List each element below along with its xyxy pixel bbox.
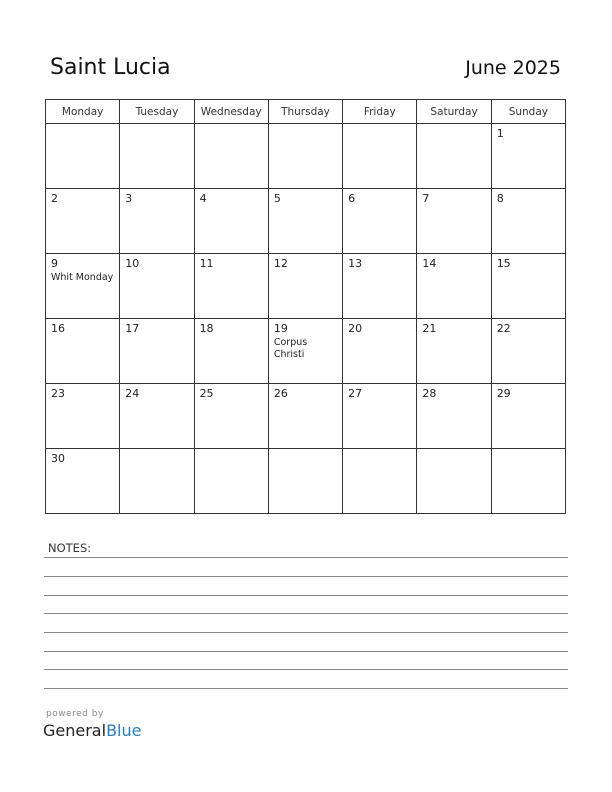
empty-day-cell <box>194 124 268 189</box>
day-number: 12 <box>273 257 288 270</box>
day-number: 3 <box>125 192 133 205</box>
day-cell <box>417 319 491 384</box>
holiday-label: Whit Monday <box>51 272 114 283</box>
day-number: 28 <box>422 387 437 400</box>
day-number: 7 <box>422 192 430 205</box>
day-number: 2 <box>51 192 58 205</box>
day-number: 20 <box>348 322 363 335</box>
note-line <box>44 576 568 577</box>
day-cell <box>417 254 491 319</box>
day-number: 22 <box>496 322 511 335</box>
weekday-header: Friday <box>343 100 417 124</box>
day-number: 13 <box>348 257 363 270</box>
day-cell <box>46 449 120 514</box>
note-line <box>44 651 568 652</box>
day-number: 5 <box>273 192 281 205</box>
country-title: Saint Lucia <box>50 55 171 80</box>
day-number: 17 <box>125 322 140 335</box>
day-cell <box>120 384 194 449</box>
day-cell <box>268 384 342 449</box>
month-year-title: June 2025 <box>465 57 561 79</box>
day-cell <box>343 254 417 319</box>
weekday-header: Sunday <box>491 100 565 124</box>
day-cell <box>343 319 417 384</box>
day-cell <box>120 189 194 254</box>
note-line <box>44 669 568 670</box>
day-number: 18 <box>199 322 214 335</box>
day-cell <box>491 124 565 189</box>
empty-day-cell <box>268 449 342 514</box>
brand-logo <box>43 721 141 740</box>
note-line <box>44 557 568 558</box>
day-number: 8 <box>496 192 504 205</box>
day-cell <box>268 319 342 384</box>
day-cell <box>491 189 565 254</box>
day-cell <box>194 384 268 449</box>
day-number: 11 <box>199 257 214 270</box>
empty-day-cell <box>194 449 268 514</box>
day-number: 6 <box>348 192 356 205</box>
day-number: 27 <box>348 387 363 400</box>
note-line <box>44 613 568 614</box>
day-number: 24 <box>125 387 140 400</box>
empty-day-cell <box>46 124 120 189</box>
powered-by-text: powered by <box>46 709 104 719</box>
week-row <box>46 189 566 254</box>
day-number: 29 <box>496 387 511 400</box>
weekday-header: Wednesday <box>194 100 268 124</box>
day-cell <box>491 384 565 449</box>
weekday-header: Thursday <box>268 100 342 124</box>
empty-day-cell <box>120 449 194 514</box>
day-cell <box>46 319 120 384</box>
day-cell <box>417 384 491 449</box>
day-cell <box>120 254 194 319</box>
empty-day-cell <box>491 449 565 514</box>
day-cell <box>268 254 342 319</box>
calendar-grid <box>45 99 566 514</box>
brand-general-text: General <box>43 721 107 740</box>
day-cell <box>491 319 565 384</box>
week-row <box>46 384 566 449</box>
day-number: 16 <box>51 322 65 335</box>
note-line <box>44 595 568 596</box>
day-number: 1 <box>496 127 504 140</box>
day-number: 10 <box>125 257 140 270</box>
week-row <box>46 124 566 189</box>
day-number: 14 <box>422 257 437 270</box>
week-row <box>46 319 566 384</box>
weekday-header: Tuesday <box>120 100 194 124</box>
weekday-header: Saturday <box>417 100 491 124</box>
day-cell <box>491 254 565 319</box>
day-number: 15 <box>496 257 511 270</box>
day-cell <box>194 254 268 319</box>
weekday-header-row <box>46 100 566 124</box>
day-cell <box>343 384 417 449</box>
day-cell <box>46 254 120 319</box>
day-number: 19 <box>273 322 288 335</box>
day-number: 9 <box>51 257 58 270</box>
empty-day-cell <box>417 124 491 189</box>
empty-day-cell <box>343 124 417 189</box>
day-cell <box>343 189 417 254</box>
brand-blue-text: Blue <box>106 721 142 740</box>
empty-day-cell <box>268 124 342 189</box>
day-cell <box>268 189 342 254</box>
empty-day-cell <box>120 124 194 189</box>
day-number: 23 <box>51 387 65 400</box>
day-number: 30 <box>51 452 65 465</box>
day-cell <box>46 189 120 254</box>
empty-day-cell <box>343 449 417 514</box>
day-cell <box>120 319 194 384</box>
weekday-header: Monday <box>46 100 120 124</box>
empty-day-cell <box>417 449 491 514</box>
week-row <box>46 254 566 319</box>
day-number: 4 <box>199 192 207 205</box>
day-number: 26 <box>273 387 288 400</box>
day-number: 25 <box>199 387 214 400</box>
day-cell <box>194 319 268 384</box>
day-cell <box>417 189 491 254</box>
note-line <box>44 688 568 689</box>
note-line <box>44 632 568 633</box>
holiday-label: Corpus Christi <box>273 337 308 360</box>
day-cell <box>194 189 268 254</box>
notes-label: NOTES: <box>48 541 92 555</box>
day-number: 21 <box>422 322 437 335</box>
week-row <box>46 449 566 514</box>
day-cell <box>46 384 120 449</box>
